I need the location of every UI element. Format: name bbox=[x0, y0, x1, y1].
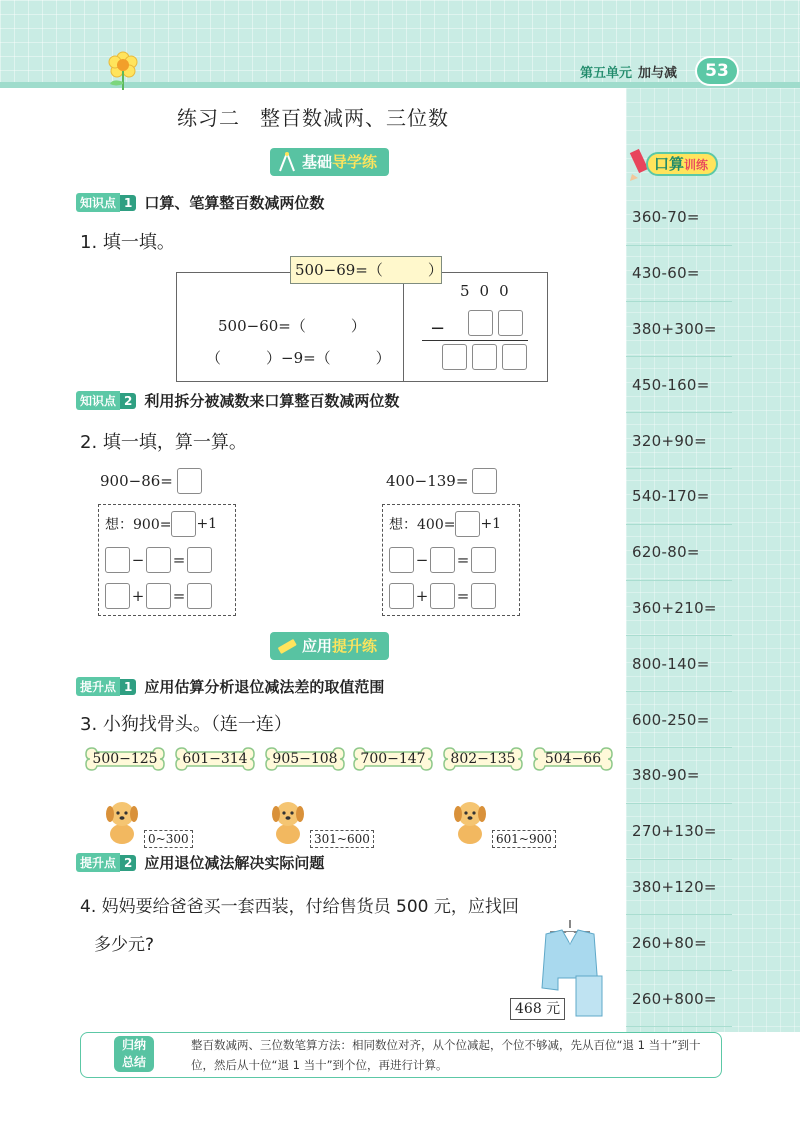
answer-box[interactable] bbox=[105, 583, 130, 609]
answer-box[interactable] bbox=[389, 547, 414, 573]
kp-text: 应用退位减法解决实际问题 bbox=[144, 854, 325, 872]
summary-text: 整百数减两、三位数笔算方法：相同数位对齐，从个位减起，个位不够减，先从百位“退 1 当十”到十位，然后从十位“退 1 当十”到个位，再进行计算。 bbox=[191, 1038, 701, 1072]
kp-text: 利用拆分被减数来口算整百数减两位数 bbox=[144, 392, 400, 410]
answer-box[interactable] bbox=[187, 547, 212, 573]
oral-item[interactable]: 450-160= bbox=[626, 357, 732, 413]
subtrahend-boxes bbox=[468, 310, 523, 336]
think-row bbox=[389, 511, 501, 537]
oral-practice-title bbox=[628, 146, 738, 182]
answer-box[interactable] bbox=[105, 547, 130, 573]
plus-one: +1 bbox=[196, 516, 218, 532]
vertical-line bbox=[422, 340, 528, 341]
oral-item[interactable]: 360-70= bbox=[626, 190, 732, 246]
answer-box[interactable] bbox=[146, 583, 171, 609]
title-part2: 整百数减两、三位数 bbox=[260, 106, 449, 130]
question-4-line-1: 4. 妈妈要给爸爸买一套西装，付给售货员 500 元，应找回 bbox=[80, 897, 519, 917]
think-row bbox=[105, 583, 212, 609]
price-tag: 468 元 bbox=[510, 998, 565, 1020]
oral-title-a: 口算 bbox=[654, 155, 685, 173]
page-number: 53 bbox=[697, 58, 737, 84]
section-label-b: 导学练 bbox=[332, 153, 378, 171]
oral-item[interactable]: 260+800= bbox=[626, 971, 732, 1027]
question-1-label: 1. 填一填。 bbox=[80, 232, 175, 253]
bone-expression: 601−314 bbox=[182, 751, 248, 767]
plus-sign: + bbox=[131, 587, 145, 605]
think-row bbox=[389, 583, 496, 609]
bone-expression: 504−66 bbox=[544, 751, 602, 767]
minuend: 500 bbox=[460, 282, 519, 300]
summary-tag bbox=[114, 1036, 154, 1072]
oral-item[interactable]: 360+210= bbox=[626, 581, 732, 637]
bone-card[interactable] bbox=[442, 744, 524, 774]
plus-one: +1 bbox=[480, 516, 502, 532]
equals-sign: = bbox=[456, 587, 470, 605]
question-2-right-equation bbox=[386, 468, 497, 494]
think-row bbox=[389, 547, 496, 573]
knowledge-point-2 bbox=[76, 390, 399, 411]
oral-item[interactable]: 260+80= bbox=[626, 915, 732, 971]
summary-tag-line1: 归纳 bbox=[121, 1038, 146, 1052]
bone-card[interactable] bbox=[174, 744, 256, 774]
range-box[interactable]: 601~900 bbox=[492, 830, 556, 848]
think-prefix: 想：400= bbox=[389, 517, 456, 533]
question-1-line-1[interactable]: 500−60=（ ） bbox=[218, 317, 366, 335]
think-row bbox=[105, 547, 212, 573]
answer-box[interactable] bbox=[389, 583, 414, 609]
think-box-left bbox=[98, 504, 236, 616]
kp-num: 2 bbox=[120, 855, 136, 871]
oral-item[interactable]: 800-140= bbox=[626, 636, 732, 692]
summary-tag-line2: 总结 bbox=[121, 1055, 146, 1069]
equation-text: 900−86= bbox=[100, 472, 173, 490]
equation-text: 400−139= bbox=[386, 472, 469, 490]
summary-box bbox=[80, 1032, 722, 1078]
kp-tag: 提升点 bbox=[76, 677, 120, 696]
oral-item[interactable]: 380-90= bbox=[626, 748, 732, 804]
answer-box[interactable] bbox=[442, 344, 467, 370]
difference-boxes bbox=[442, 344, 527, 370]
question-1-line-2[interactable]: （ ）−9=（ ） bbox=[206, 349, 391, 367]
question-1-divider bbox=[403, 272, 404, 382]
bone-card[interactable] bbox=[264, 744, 346, 774]
question-1-header-equation[interactable]: 500−69=（ ） bbox=[290, 256, 442, 284]
oral-item[interactable]: 620-80= bbox=[626, 525, 732, 581]
kp-num: 2 bbox=[120, 393, 136, 409]
think-row bbox=[105, 511, 217, 537]
plus-sign: + bbox=[415, 587, 429, 605]
answer-box[interactable] bbox=[177, 468, 202, 494]
answer-box[interactable] bbox=[171, 511, 196, 537]
minus-sign: − bbox=[131, 551, 145, 569]
answer-box[interactable] bbox=[468, 310, 493, 336]
kp-text: 应用估算分析退位减法差的取值范围 bbox=[144, 678, 385, 696]
puppy-icon[interactable] bbox=[100, 796, 144, 846]
unit-name: 第五单元 bbox=[580, 66, 633, 81]
answer-box[interactable] bbox=[502, 344, 527, 370]
answer-box[interactable] bbox=[430, 583, 455, 609]
section-label-a: 应用 bbox=[302, 637, 333, 655]
section-banner-apply bbox=[270, 632, 389, 660]
kp-tag: 知识点 bbox=[76, 391, 120, 410]
oral-item[interactable]: 430-60= bbox=[626, 246, 732, 302]
unit-topic: 加与减 bbox=[638, 66, 678, 81]
kp-text: 口算、笔算整百数减两位数 bbox=[144, 194, 325, 212]
minus-sign: − bbox=[415, 551, 429, 569]
puppy-icon[interactable] bbox=[266, 796, 310, 846]
oral-item[interactable]: 380+300= bbox=[626, 302, 732, 358]
think-prefix: 想：900= bbox=[105, 517, 172, 533]
answer-box[interactable] bbox=[430, 547, 455, 573]
bone-expression: 500−125 bbox=[92, 751, 158, 767]
improvement-point-2 bbox=[76, 852, 324, 873]
kp-num: 1 bbox=[120, 195, 136, 211]
answer-box[interactable] bbox=[472, 344, 497, 370]
answer-box[interactable] bbox=[187, 583, 212, 609]
oral-item[interactable]: 320+90= bbox=[626, 413, 732, 469]
oral-item[interactable]: 270+130= bbox=[626, 804, 732, 860]
answer-box[interactable] bbox=[146, 547, 171, 573]
kp-tag: 知识点 bbox=[76, 193, 120, 212]
compass-icon bbox=[276, 151, 298, 173]
ruler-icon bbox=[276, 635, 298, 657]
answer-box[interactable] bbox=[498, 310, 523, 336]
page-title bbox=[0, 102, 626, 131]
question-2-left-equation bbox=[100, 468, 202, 494]
range-box[interactable]: 0~300 bbox=[144, 830, 193, 848]
knowledge-point-1 bbox=[76, 192, 324, 213]
answer-box[interactable] bbox=[472, 468, 497, 494]
range-box[interactable]: 301~600 bbox=[310, 830, 374, 848]
oral-practice-list bbox=[626, 190, 732, 1027]
bone-expression: 802−135 bbox=[450, 751, 516, 767]
title-part1: 练习二 bbox=[177, 106, 240, 130]
oral-title-b: 训练 bbox=[684, 158, 709, 172]
equals-sign: = bbox=[456, 551, 470, 569]
oral-practice-badge bbox=[646, 152, 718, 176]
improvement-point-1 bbox=[76, 676, 384, 697]
section-label-a: 基础 bbox=[302, 153, 333, 171]
kp-num: 1 bbox=[120, 679, 136, 695]
kp-tag: 提升点 bbox=[76, 853, 120, 872]
bone-card[interactable] bbox=[532, 744, 614, 774]
equals-sign: = bbox=[172, 587, 186, 605]
bone-card[interactable] bbox=[84, 744, 166, 774]
answer-box[interactable] bbox=[471, 547, 496, 573]
equals-sign: = bbox=[172, 551, 186, 569]
oral-item[interactable]: 600-250= bbox=[626, 692, 732, 748]
bone-card[interactable] bbox=[352, 744, 434, 774]
flower-icon bbox=[98, 40, 148, 90]
answer-box[interactable] bbox=[471, 583, 496, 609]
oral-item[interactable]: 540-170= bbox=[626, 469, 732, 525]
think-box-right bbox=[382, 504, 520, 616]
bone-expression: 700−147 bbox=[360, 751, 426, 767]
question-4-line-2: 多少元? bbox=[94, 935, 155, 955]
puppy-icon[interactable] bbox=[448, 796, 492, 846]
question-2-label: 2. 填一填，算一算。 bbox=[80, 432, 247, 453]
unit-label bbox=[580, 62, 677, 81]
section-banner-basic bbox=[270, 148, 389, 176]
oral-item[interactable]: 380+120= bbox=[626, 860, 732, 916]
bone-expression: 905−108 bbox=[272, 751, 338, 767]
question-3-label: 3. 小狗找骨头。（连一连） bbox=[80, 714, 292, 735]
answer-box[interactable] bbox=[455, 511, 480, 537]
section-label-b: 提升练 bbox=[332, 637, 378, 655]
minus-sign: − bbox=[430, 318, 446, 339]
